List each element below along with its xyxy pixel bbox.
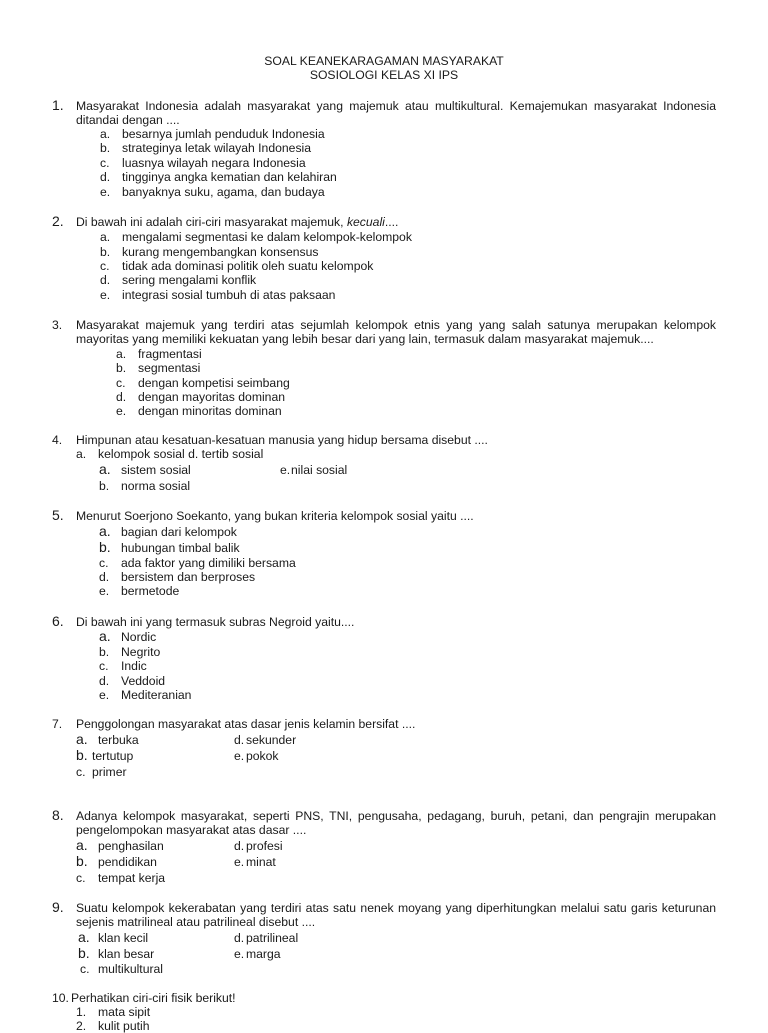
question-text: Penggolongan masyarakat atas dasar jenis kelamin bersifat .... <box>76 717 416 731</box>
document-title: SOAL KEANEKARAGAMAN MASYARAKAT <box>264 54 504 68</box>
question-text: Di bawah ini adalah ciri-ciri masyarakat majemuk, kecuali.... <box>76 215 399 229</box>
question-text: Masyarakat Indonesia adalah masyarakat yang majemuk atau multikultural. Kemajemukan masyarakat Indonesia ditandai dengan .... <box>76 99 716 128</box>
question-text: Perhatikan ciri-ciri fisik berikut! <box>71 991 236 1005</box>
question-text: Suatu kelompok kekerabatan yang terdiri atas satu nenek moyang yang diperhitungkan melalui satu garis keturunan sejenis matrilineal atau patrilineal disebut .... <box>76 901 716 930</box>
question-number: 2. <box>52 213 64 229</box>
question-text: Adanya kelompok masyarakat, seperti PNS, TNI, pengusaha, pedagang, buruh, petani, dan pengrajin merupakan pengelompokan masyarakat atas dasar .... <box>76 809 716 838</box>
question-number: 4. <box>52 433 63 447</box>
question-number: 3. <box>52 318 63 332</box>
question-number: 5. <box>52 507 64 523</box>
question-number: 7. <box>52 717 63 731</box>
question-text: Himpunan atau kesatuan-kesatuan manusia yang hidup bersama disebut .... <box>76 433 488 447</box>
question-number: 1. <box>52 97 64 113</box>
question-text: Masyarakat majemuk yang terdiri atas sejumlah kelompok etnis yang yang salah satunya merupakan kelompok mayoritas yang memiliki kekuatan yang lebih besar dari yang lain, termasuk dalam masyarakat majemuk.... <box>76 318 716 347</box>
question-text: Di bawah ini yang termasuk subras Negroid yaitu.... <box>76 615 355 629</box>
question-number: 8. <box>52 807 64 823</box>
document-page: SOAL KEANEKARAGAMAN MASYARAKAT SOSIOLOGI KELAS XI IPS 1. Masyarakat Indonesia adalah masyarakat yang majemuk atau multikultural. Kemajemukan masyarakat Indonesia ditandai dengan .... a. besarnya jumlah penduduk Indonesia b. strateginya letak wilayah Indonesia c. luasnya wilayah negara Indonesia d. tingginya angka kematian dan kelahiran e. banyaknya suku, agama, dan budaya 2. Di bawah ini adalah ciri-ciri masyarakat majemuk, kecuali.... a. mengalami segmentasi ke dalam kelompok-kelompok b. kurang mengembangkan konsensus c. tidak ada dominasi politik oleh suatu kelompok d. sering mengalami konflik e. integrasi sosial tumbuh di atas paksaan 3. Masyarakat majemuk yang terdiri atas sejumlah kelompok etnis yang yang salah satunya merupakan kelompok mayoritas yang memiliki kekuatan yang lebih besar dari yang lain, termasuk dalam masyarakat majemuk.... a. fragmentasi b. segmentasi c. dengan kompetisi seimbang d. dengan mayoritas dominan e. dengan minoritas dominan 4. Himpunan atau kesatuan-kesatuan manusia yang hidup bersama disebut .... a. kelompok sosial d. tertib sosial a. sistem sosial e. nilai sosial b. norma sosial 5. Menurut Soerjono Soekanto, yang bukan kriteria kelompok sosial yaitu .... a. bagian dari kelompok b. hubungan timbal balik c. ada faktor yang dimiliki bersama d. bersistem dan berproses e. bermetode 6. Di bawah ini yang termasuk subras Negroid yaitu.... a. Nordic b. Negrito c. Indic d. Veddoid e. Mediteranian 7. Penggolongan masyarakat atas dasar jenis kelamin bersifat .... a. terbuka d. sekunder b. tertutup e. pokok c. primer 8. Adanya kelompok masyarakat, seperti PNS, TNI, pengusaha, pedagang, buruh, petani, dan pengrajin merupakan pengelompokan masyarakat atas dasar .... a. penghasilan d. profesi b. pendidikan e. minat c. tempat kerja 9. Suatu kelompok kekerabatan yang terdiri atas satu nenek moyang yang diperhitungkan melalui satu garis keturunan sejenis matrilineal atau patrilineal disebut .... a. klan kecil d. patrilineal b. klan besar e. marga c. multikultural 10. Perhatikan ciri-ciri fisik berikut! 1. mata sipit 2. kulit putih <box>0 0 768 1024</box>
question-number: 9. <box>52 899 64 915</box>
question-number: 6. <box>52 613 64 629</box>
document-subtitle: SOSIOLOGI KELAS XI IPS <box>309 68 459 82</box>
question-text: Menurut Soerjono Soekanto, yang bukan kriteria kelompok sosial yaitu .... <box>76 509 474 523</box>
question-number: 10. <box>52 991 69 1005</box>
